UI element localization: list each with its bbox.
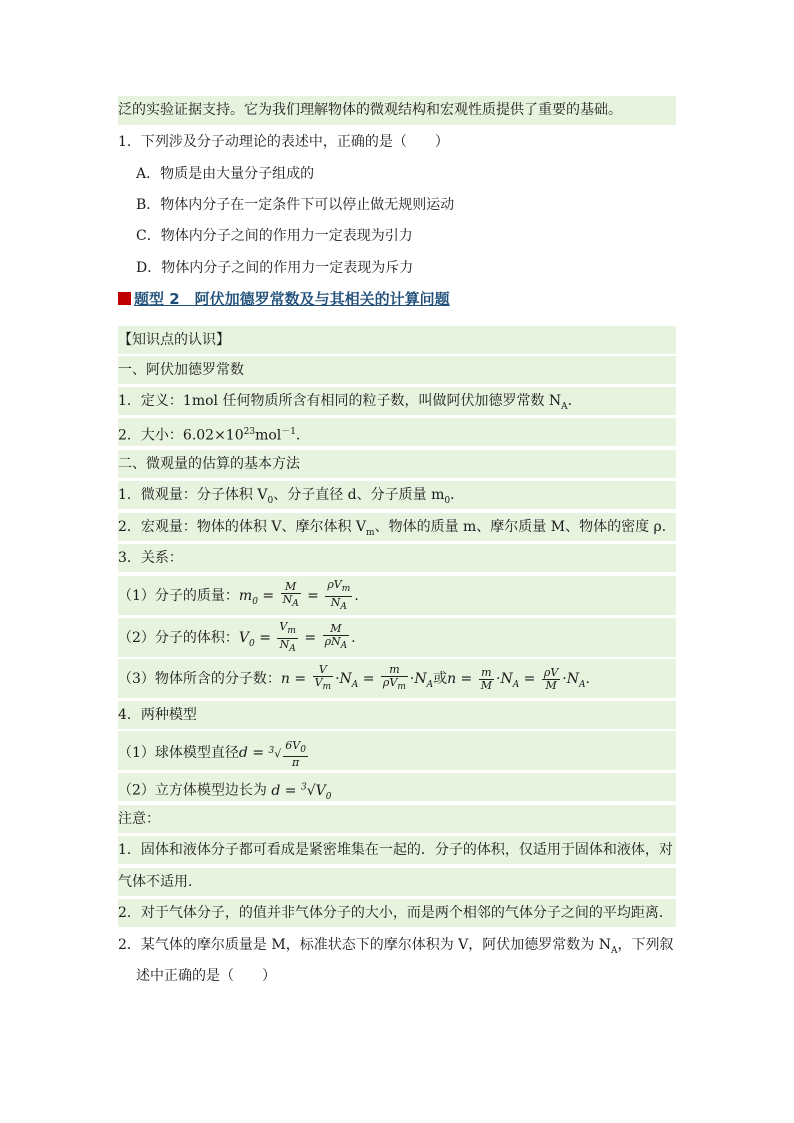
cube-formula: $d = ^3√V_0$ <box>266 782 332 802</box>
question1-option-d <box>118 254 676 283</box>
formula-volume-expr: $V_0$ = $\frac{V_m}{N_A}$ = $\frac{M}{\rho N_A}$ . <box>238 620 356 654</box>
micro-text: 1．微观量：分子体积 V <box>118 487 268 503</box>
def-text: 1．定义：1mol 任何物质所含有相同的粒子数，叫做阿伏加德罗常数 N <box>118 393 562 409</box>
question1-stem-text: 1．下列涉及分子动理论的表述中，正确的是（ ） <box>118 134 449 150</box>
def-end: ． <box>567 393 582 409</box>
q2-line2-text: 述中正确的是（ ） <box>136 968 276 984</box>
model1-label: （1）球体模型直径 <box>118 744 239 761</box>
q2-line1-text: 2．某气体的摩尔质量是 M，标准状态下的摩尔体积为 V，阿伏加德罗常数为 N <box>118 937 611 953</box>
knowledge-def <box>118 387 676 416</box>
micro-mid: 、分子直径 d、分子质量 m <box>273 487 445 503</box>
size-end: ． <box>296 427 310 444</box>
rel1-label: （1）分子的质量： <box>118 588 239 604</box>
formula-mass <box>118 576 676 616</box>
sec1-text: 一、阿伏加德罗常数 <box>118 362 244 378</box>
rel2-label: （2）分子的体积： <box>118 630 239 646</box>
question1-option-c <box>118 222 676 251</box>
knowledge-note1a <box>118 836 676 865</box>
knowledge-note <box>118 805 676 834</box>
size-unit-sup: －1 <box>281 427 296 437</box>
knowledge-models <box>118 701 676 730</box>
question2-line1 <box>118 931 676 960</box>
knowledge-micro <box>118 481 676 510</box>
micro-sub0: 0 <box>267 495 274 506</box>
knowledge-note2 <box>118 899 676 928</box>
question1-option-b <box>118 191 676 220</box>
rel3-or: 或 <box>433 671 448 687</box>
formula-count <box>118 659 676 699</box>
intro-tail <box>118 96 676 125</box>
knowledge-rel <box>118 544 676 573</box>
model2-label: （2）立方体模型边长为 <box>118 782 267 799</box>
heading-marker-icon <box>118 292 131 305</box>
q2-sub: A <box>610 945 618 956</box>
macro-text: 2．宏观量：物体的体积 V、摩尔体积 V <box>118 519 367 535</box>
micro-sub1: 0 <box>444 495 451 506</box>
option-a-text: A．物质是由大量分子组成的 <box>136 166 315 182</box>
size-unit: mol <box>255 427 282 444</box>
formula-volume <box>118 618 676 658</box>
micro-end: ． <box>450 487 465 503</box>
sphere-formula: d = $^3$√ $\frac{6V_0}{\pi}$ <box>238 739 306 770</box>
note1a-text: 1．固体和液体分子都可看成是紧密堆集在一起的．分子的体积，仅适用于固体和液体，对 <box>118 842 673 858</box>
question1-stem <box>118 128 676 157</box>
note2-text: 2．对于气体分子，的值并非气体分子的大小，而是两个相邻的气体分子之间的平均距离． <box>118 905 673 921</box>
heading-text: 题型 2 阿伏加德罗常数及与其相关的计算问题 <box>134 290 450 308</box>
question1-option-a <box>118 160 676 189</box>
note-text: 注意： <box>118 811 160 827</box>
size-sup: 23 <box>243 427 256 437</box>
rel-text: 3．关系： <box>118 550 183 566</box>
note1b-text: 气体不适用． <box>118 874 202 890</box>
intro-tail-text: 泛的实验证据支持。它为我们理解物体的微观结构和宏观性质提供了重要的基础。 <box>118 102 622 118</box>
knowledge-macro <box>118 513 676 542</box>
models-text: 4．两种模型 <box>118 707 197 723</box>
option-d-text: D．物体内分子之间的作用力一定表现为斥力 <box>136 260 414 276</box>
knowledge-sec2 <box>118 450 676 479</box>
macro-sub: m <box>366 527 375 538</box>
knowledge-title-text: 【知识点的认识】 <box>118 332 230 348</box>
section-heading <box>118 286 450 312</box>
knowledge-sec1 <box>118 356 676 385</box>
formula-count-expr-2: n = $\frac{m}{M}$ $\cdot N_A$ = $\frac{\rho V}{M}$ $\cdot N_A$. <box>447 665 590 692</box>
size-text: 2．大小：6.02×10 <box>118 427 244 444</box>
rel3-label: （3）物体所含的分子数： <box>118 671 281 687</box>
model-sphere <box>118 731 676 771</box>
option-c-text: C．物体内分子之间的作用力一定表现为引力 <box>136 228 413 244</box>
formula-mass-expr: $m_0$ = $\frac{M}{N_A}$ = $\frac{\rho V_m}{N_A}$ . <box>238 578 359 612</box>
q2-line1-end: ，下列叙 <box>617 937 674 953</box>
question2-line2 <box>118 962 676 991</box>
sec2-text: 二、微观量的估算的基本方法 <box>118 456 300 472</box>
knowledge-note1b <box>118 868 676 897</box>
option-b-text: B．物体内分子在一定条件下可以停止做无规则运动 <box>136 197 455 213</box>
macro-end: 、物体的质量 m、摩尔质量 M、物体的密度 ρ． <box>374 519 676 535</box>
knowledge-size <box>118 418 676 447</box>
knowledge-title <box>118 326 676 355</box>
def-sub: A <box>561 401 568 412</box>
formula-count-expr-1: n = $\frac{V}{V_m}$ $\cdot N_A$ = $\frac{m}{\rho V_m}$ $\cdot N_A$ <box>280 663 434 693</box>
model-cube <box>118 773 676 802</box>
